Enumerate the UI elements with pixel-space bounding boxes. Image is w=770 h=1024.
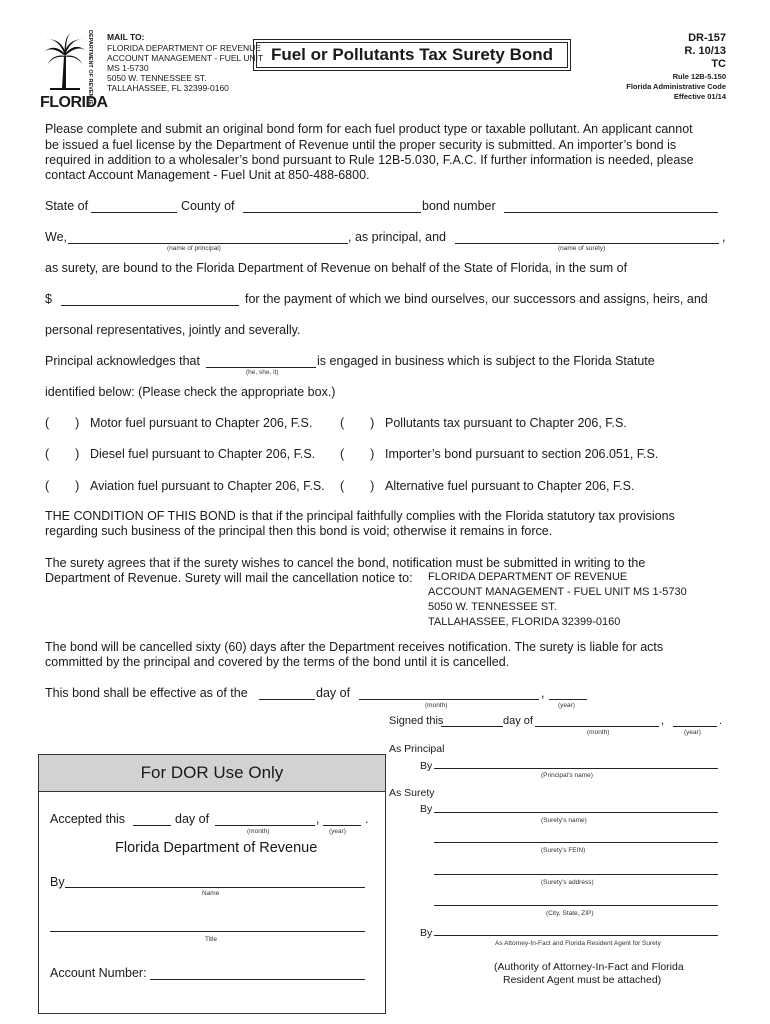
- effective-comma: ,: [541, 686, 545, 700]
- accepted-period: .: [365, 812, 369, 826]
- signed-period: .: [719, 715, 723, 727]
- signed-comma: ,: [661, 715, 665, 727]
- accepted-month-caption: (month): [247, 828, 270, 835]
- principal-name-caption: (Principal’s name): [541, 772, 593, 779]
- bond-number-label: bond number: [422, 199, 496, 213]
- mail-line-4: 5050 W. TENNESSEE ST.: [107, 73, 207, 83]
- payment-text: for the payment of which we bind ourselves, our successors and assigns, heirs, and: [245, 292, 708, 306]
- signed-day-input[interactable]: [441, 726, 503, 727]
- accepted-this-label: Accepted this: [50, 812, 126, 826]
- checkbox-close: ): [370, 416, 375, 430]
- checkbox-importers-bond[interactable]: [340, 447, 374, 461]
- effective-label: This bond shall be effective as of the: [45, 686, 248, 700]
- engaged-text: is engaged in business which is subject to the Florida Statute: [317, 354, 655, 368]
- accepted-month-input[interactable]: [215, 825, 315, 826]
- checkbox-close: ): [370, 447, 375, 461]
- form-title: Fuel or Pollutants Tax Surety Bond: [256, 42, 568, 68]
- pollutants-tax-label: Pollutants tax pursuant to Chapter 206, F.S.: [385, 416, 627, 430]
- accepted-year-input[interactable]: [323, 825, 361, 826]
- diesel-fuel-label: Diesel fuel pursuant to Chapter 206, F.S.: [90, 447, 316, 461]
- dor-use-only-box: [38, 754, 386, 1014]
- as-surety-heading: As Surety: [389, 787, 435, 799]
- principal-by-label: By: [420, 760, 433, 772]
- mail-line-2: ACCOUNT MANAGEMENT - FUEL UNIT: [107, 53, 264, 63]
- aviation-fuel-label: Aviation fuel pursuant to Chapter 206, F.S.: [90, 479, 325, 493]
- city-state-zip-input[interactable]: [434, 905, 718, 906]
- signed-year-input[interactable]: [673, 726, 717, 727]
- form-tc: TC: [711, 58, 726, 70]
- dor-department-name: Florida Department of Revenue: [115, 840, 318, 856]
- mail-to-label: MAIL TO:: [107, 32, 145, 42]
- identified-text: identified below: (Please check the appropriate box.): [45, 385, 336, 399]
- surety-address-caption: (Surety’s address): [541, 879, 594, 886]
- as-principal-label: , as principal, and: [348, 230, 446, 244]
- florida-dor-logo: [42, 32, 92, 102]
- accepted-day-of: day of: [175, 812, 210, 826]
- surety-name-input[interactable]: [455, 243, 719, 244]
- surety-fein-caption: (Surety’s FEIN): [541, 847, 586, 854]
- bond-number-input[interactable]: [504, 212, 718, 213]
- signed-month-input[interactable]: [535, 726, 659, 727]
- as-principal-heading: As Principal: [389, 743, 445, 755]
- checkbox-open: (: [45, 416, 50, 430]
- logo-text: FLORIDA: [40, 94, 108, 111]
- cancel-address-1: FLORIDA DEPARTMENT OF REVENUE: [428, 571, 628, 583]
- cancel-line-2: Department of Revenue. Surety will mail the cancellation notice to:: [45, 571, 413, 585]
- surety-by-label: By: [420, 803, 433, 815]
- rule-reference: Rule 12B-5.150: [672, 72, 726, 81]
- cancel-line-1: The surety agrees that if the surety wishes to cancel the bond, notification must be submitted in writing to the: [45, 556, 646, 570]
- checkbox-open: (: [45, 479, 50, 493]
- intro-line-1: Please complete and submit an original bond form for each fuel product type or taxable pollutant. An applicant cannot: [45, 122, 693, 136]
- signed-year-caption: (year): [684, 729, 701, 736]
- alternative-fuel-label: Alternative fuel pursuant to Chapter 206, F.S.: [385, 479, 635, 493]
- account-number-input[interactable]: [150, 979, 365, 980]
- surety-fein-input[interactable]: [434, 842, 718, 843]
- form-revision: R. 10/13: [684, 45, 726, 57]
- intro-line-4: contact Account Management - Fuel Unit at 850-488-6800.: [45, 168, 370, 182]
- dor-name-caption: Name: [202, 890, 220, 897]
- attorney-by-label: By: [420, 927, 433, 939]
- effective-month-input[interactable]: [359, 699, 539, 700]
- dor-name-input[interactable]: [65, 887, 365, 888]
- signed-this-label: Signed this: [389, 715, 444, 727]
- dollar-sign: $: [45, 292, 52, 306]
- cancelled-line-2: committed by the principal and covered by the terms of the bond until it is cancelled.: [45, 655, 510, 669]
- checkbox-open: (: [340, 447, 345, 461]
- surety-signature-input[interactable]: [434, 812, 718, 813]
- name-of-surety-caption: (name of surety): [558, 245, 606, 252]
- principal-signature-input[interactable]: [434, 768, 718, 769]
- intro-line-3: required in addition to a wholesaler’s bond pursuant to Rule 12B-5.030, F.A.C. If further information is needed, please: [45, 153, 694, 167]
- attorney-signature-input[interactable]: [434, 935, 718, 936]
- motor-fuel-label: Motor fuel pursuant to Chapter 206, F.S.: [90, 416, 313, 430]
- checkbox-close: ): [75, 447, 80, 461]
- importers-bond-label: Importer’s bond pursuant to section 206.051, F.S.: [385, 447, 659, 461]
- county-input[interactable]: [243, 212, 421, 213]
- checkbox-close: ): [370, 479, 375, 493]
- account-number-label: Account Number:: [50, 966, 147, 980]
- condition-line-1: THE CONDITION OF THIS BOND is that if the principal faithfully complies with the Florida statutory tax provisions: [45, 509, 675, 523]
- authority-note-1: (Authority of Attorney-In-Fact and Florida: [494, 961, 684, 973]
- mail-line-3: MS 1-5730: [107, 63, 149, 73]
- cancel-address-3: 5050 W. TENNESSEE ST.: [428, 601, 557, 613]
- form-number: DR-157: [688, 32, 726, 44]
- logo-side-text: DEPARTMENT OF REVENUE: [87, 30, 93, 106]
- checkbox-open: (: [45, 447, 50, 461]
- intro-line-2: be issued a fuel license by the Department of Revenue until the proper security is submitted. An importer’s bond is: [45, 138, 677, 152]
- effective-year-input[interactable]: [549, 699, 587, 700]
- effective-year-caption: (year): [558, 702, 575, 709]
- dor-by-label: By: [50, 875, 65, 889]
- principal-ack-label: Principal acknowledges that: [45, 354, 200, 368]
- dor-title-input[interactable]: [50, 931, 365, 932]
- name-of-principal-caption: (name of principal): [167, 245, 221, 252]
- state-label: State of: [45, 199, 89, 213]
- cancelled-line-1: The bond will be cancelled sixty (60) days after the Department receives notification. The surety is liable for acts: [45, 640, 664, 654]
- county-label: County of: [181, 199, 235, 213]
- we-comma: ,: [722, 230, 726, 244]
- admin-code: Florida Administrative Code: [626, 82, 726, 91]
- he-she-it-caption: (he, she, it): [246, 369, 279, 376]
- principal-name-input[interactable]: [68, 243, 348, 244]
- effective-date: Effective 01/14: [673, 92, 726, 101]
- checkbox-open: (: [340, 416, 345, 430]
- authority-note-2: Resident Agent must be attached): [503, 974, 662, 986]
- personal-reps-text: personal representatives, jointly and severally.: [45, 323, 301, 337]
- checkbox-open: (: [340, 479, 345, 493]
- signed-month-caption: (month): [587, 729, 610, 736]
- accepted-day-input[interactable]: [133, 825, 171, 826]
- surety-address-input[interactable]: [434, 874, 718, 875]
- checkbox-diesel-fuel[interactable]: [45, 447, 79, 461]
- effective-month-caption: (month): [425, 702, 448, 709]
- mail-line-1: FLORIDA DEPARTMENT OF REVENUE: [107, 43, 261, 53]
- bond-amount-input[interactable]: [61, 305, 239, 306]
- attorney-caption: As Attorney-In-Fact and Florida Resident Agent for Surety: [495, 940, 661, 947]
- signed-day-of: day of: [503, 715, 533, 727]
- condition-line-2: regarding such business of the principal then this bond is void; otherwise it remains in force.: [45, 524, 553, 538]
- cancel-address-4: TALLAHASSEE, FLORIDA 32399-0160: [428, 616, 621, 628]
- accepted-comma: ,: [316, 812, 320, 826]
- cancel-address-2: ACCOUNT MANAGEMENT - FUEL UNIT MS 1-5730: [428, 586, 687, 598]
- we-label: We,: [45, 230, 67, 244]
- dor-title-caption: Title: [205, 936, 218, 943]
- checkbox-alternative-fuel[interactable]: [340, 479, 374, 493]
- accepted-year-caption: (year): [329, 828, 346, 835]
- effective-day-input[interactable]: [259, 699, 315, 700]
- he-she-it-input[interactable]: [206, 367, 316, 368]
- effective-day-of: day of: [316, 686, 351, 700]
- city-state-zip-caption: (City, State, ZIP): [546, 910, 594, 917]
- mail-line-5: TALLAHASSEE, FL 32399-0160: [107, 83, 229, 93]
- dor-use-only-header: For DOR Use Only: [39, 755, 385, 792]
- palm-tree-icon: [42, 32, 92, 102]
- checkbox-motor-fuel[interactable]: [45, 416, 79, 430]
- checkbox-aviation-fuel[interactable]: [45, 479, 79, 493]
- as-surety-text: as surety, are bound to the Florida Department of Revenue on behalf of the State of Florida, in the sum of: [45, 261, 628, 275]
- surety-name-caption: (Surety’s name): [541, 817, 587, 824]
- state-input[interactable]: [91, 212, 177, 213]
- checkbox-pollutants-tax[interactable]: [340, 416, 374, 430]
- checkbox-close: ): [75, 479, 80, 493]
- checkbox-close: ): [75, 416, 80, 430]
